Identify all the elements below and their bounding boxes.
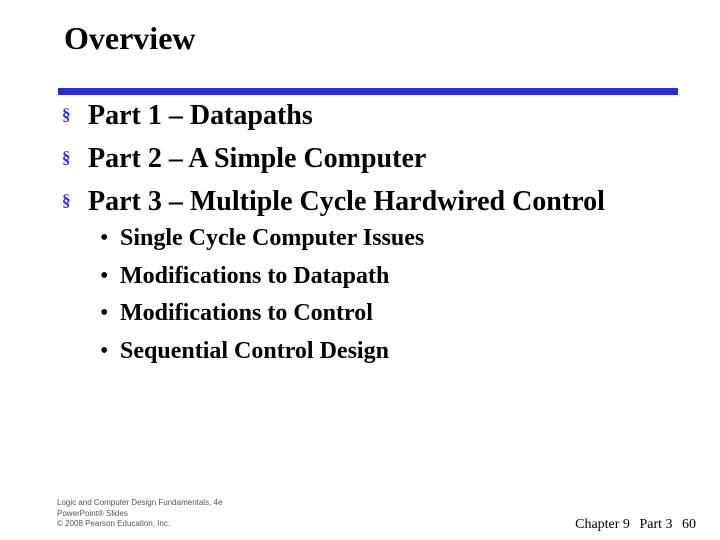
sub-bullet-text: Single Cycle Computer Issues bbox=[120, 225, 425, 251]
page-footer bbox=[569, 517, 696, 533]
title-divider bbox=[58, 88, 678, 95]
copyright-text: © 2008 Pearson Education, Inc. bbox=[57, 519, 171, 528]
bullet-text: Part 2 – A Simple Computer bbox=[88, 143, 427, 174]
sub-bullet-text: Sequential Control Design bbox=[120, 337, 389, 364]
slide-title: Overview bbox=[64, 20, 196, 56]
dot-bullet-icon: • bbox=[100, 337, 109, 364]
dot-bullet-icon: • bbox=[100, 300, 109, 326]
bullet-item bbox=[62, 97, 605, 140]
book-title: Logic and Computer Design Fundamentals, 4e bbox=[57, 498, 223, 507]
sub-bullet-text: Modifications to Control bbox=[120, 300, 373, 326]
sub-bullet-item bbox=[100, 297, 424, 335]
dot-bullet-icon: • bbox=[100, 262, 109, 289]
section-bullet-icon: § bbox=[62, 148, 71, 167]
part-label: Part 3 bbox=[639, 517, 673, 532]
chapter-label: Chapter 9 bbox=[575, 517, 630, 532]
page-number: 60 bbox=[682, 517, 696, 532]
main-bullet-list bbox=[62, 97, 605, 226]
sub-bullet-item bbox=[100, 335, 424, 373]
sub-bullet-item bbox=[100, 260, 424, 298]
sub-bullet-text: Modifications to Datapath bbox=[120, 262, 390, 289]
slides-label: PowerPoint® Slides bbox=[57, 508, 128, 518]
section-bullet-icon: § bbox=[62, 105, 71, 124]
section-bullet-icon: § bbox=[62, 191, 71, 210]
sub-bullet-item bbox=[100, 222, 424, 260]
bullet-text: Part 3 – Multiple Cycle Hardwired Control bbox=[88, 186, 605, 217]
bullet-text: Part 1 – Datapaths bbox=[88, 100, 313, 131]
bullet-item bbox=[62, 140, 605, 183]
sub-bullet-list bbox=[100, 222, 424, 372]
publisher-footer bbox=[57, 498, 222, 530]
dot-bullet-icon: • bbox=[100, 225, 109, 251]
bullet-item bbox=[62, 183, 605, 226]
